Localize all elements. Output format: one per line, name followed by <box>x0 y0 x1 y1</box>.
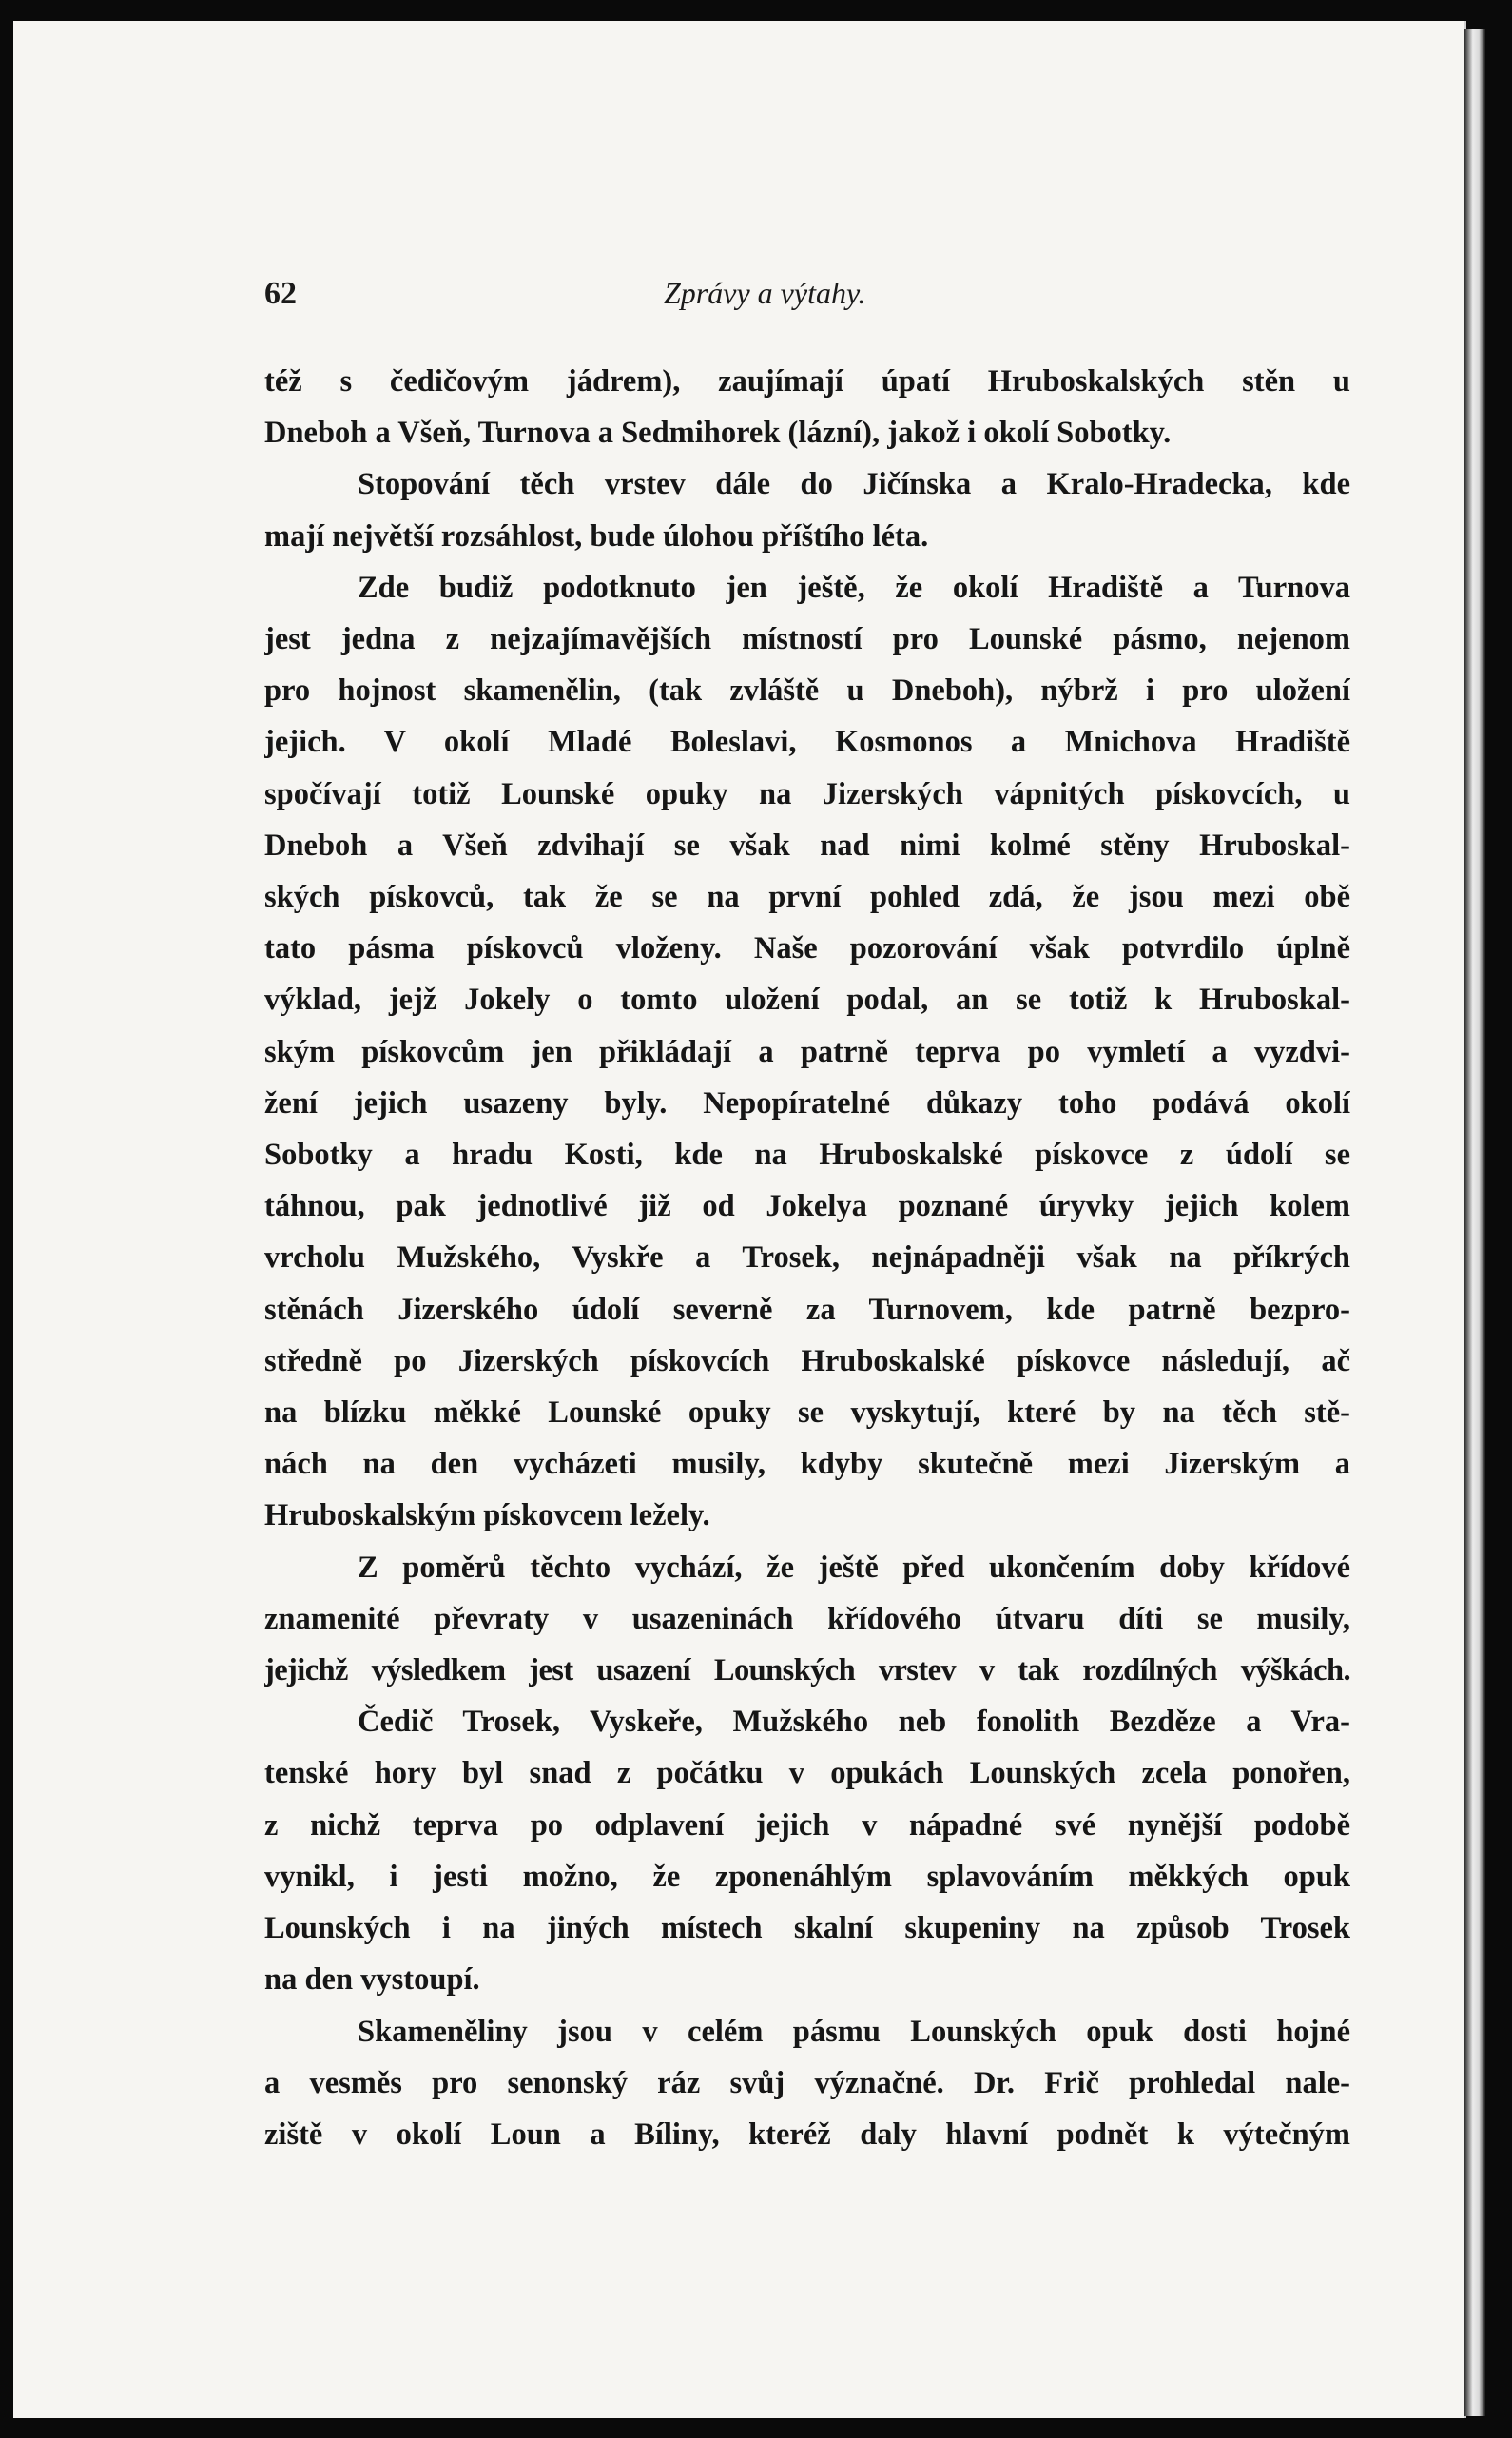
text-line: ziště v okolí Loun a Bíliny, kteréž daly hlavní podnět k výtečným <box>264 2116 1350 2152</box>
text-line: vynikl, i jesti možno, že zponenáhlým splavováním měkkých opuk <box>264 1859 1350 1894</box>
text-line: tato pásma pískovců vloženy. Naše pozorování však potvrdilo úplně <box>264 931 1350 966</box>
text-line: nách na den vycházeti musily, kdyby skutečně mezi Jizerským a <box>264 1447 1350 1482</box>
text-line: na den vystoupí. <box>264 1962 480 1998</box>
text-line: pro hojnost skamenělin, (tak zvláště u Dneboh), nýbrž i pro uložení <box>264 673 1350 709</box>
body-text <box>264 356 1350 2160</box>
page-number: 62 <box>264 276 297 311</box>
text-line: jest jedna z nejzajímavějších místností pro Lounské pásmo, nejenom <box>264 622 1350 657</box>
text-line: Z poměrů těchto vychází, že ještě před ukončením doby křídové <box>358 1550 1350 1585</box>
text-line: Hruboskalským pískovcem ležely. <box>264 1498 710 1533</box>
text-line: tenské hory byl snad z počátku v opukách Lounských zcela ponořen, <box>264 1756 1350 1791</box>
text-line: na blízku měkké Lounské opuky se vyskytují, které by na těch stě- <box>264 1395 1350 1431</box>
text-line: spočívají totiž Lounské opuky na Jizerských vápnitých pískovcích, u <box>264 776 1350 811</box>
text-line: stěnách Jizerského údolí severně za Turnovem, kde patrně bezpro- <box>264 1292 1350 1327</box>
text-line: Stopování těch vrstev dále do Jičínska a Kralo-Hradecka, kde <box>358 467 1350 502</box>
text-line: Zde budiž podotknuto jen ještě, že okolí Hradiště a Turnova <box>358 570 1350 605</box>
text-line: též s čedičovým jádrem), zaujímají úpatí Hruboskalských stěn u <box>264 364 1350 399</box>
text-line: a vesměs pro senonský ráz svůj význačné. Dr. Frič prohledal nale- <box>264 2065 1350 2100</box>
running-head: Zprávy a výtahy. <box>664 276 866 310</box>
paragraph <box>264 458 1350 561</box>
text-line: jejichž výsledkem jest usazení Lounských vrstev v tak rozdílných výškách. <box>264 1653 1350 1688</box>
text-line: Lounských i na jiných místech skalní skupeniny na způsob Trosek <box>264 1911 1350 1946</box>
text-line: jejich. V okolí Mladé Boleslavi, Kosmonos a Mnichova Hradiště <box>264 725 1350 760</box>
paragraph <box>264 1696 1350 2005</box>
text-line: Sobotky a hradu Kosti, kde na Hruboskalské pískovce z údolí se <box>264 1138 1350 1173</box>
text-line: Skameněliny jsou v celém pásmu Lounských opuk dosti hojné <box>358 2014 1350 2049</box>
text-line: ských pískovců, tak že se na první pohled zdá, že jsou mezi obě <box>264 880 1350 915</box>
text-line: výklad, jejž Jokely o tomto uložení podal, an se totiž k Hruboskal- <box>264 983 1350 1018</box>
page-edge <box>1464 29 1485 2416</box>
text-line: Dneboh a Všeň, Turnova a Sedmihorek (lázní), jakož i okolí Sobotky. <box>264 416 1172 451</box>
text-line: ským pískovcům jen přikládají a patrně teprva po vymletí a vyzdvi- <box>264 1034 1350 1069</box>
paragraph <box>264 1542 1350 1697</box>
paragraph <box>264 356 1350 458</box>
page-header <box>264 276 1358 333</box>
text-line: mají největší rozsáhlost, bude úlohou příštího léta. <box>264 518 929 554</box>
text-line: středně po Jizerských pískovcích Hruboskalské pískovce následují, ač <box>264 1343 1350 1378</box>
text-line: Dneboh a Všeň zdvihají se však nad nimi kolmé stěny Hruboskal- <box>264 828 1350 863</box>
paragraph <box>264 562 1350 1542</box>
text-line: z nichž teprva po odplavení jejich v nápadné své nynější podobě <box>264 1807 1350 1843</box>
paragraph <box>264 2006 1350 2161</box>
text-line: vrcholu Mužského, Vyskře a Trosek, nejnápadněji však na příkrých <box>264 1240 1350 1276</box>
text-line: Čedič Trosek, Vyskeře, Mužského neb fonolith Bezděze a Vra- <box>358 1705 1350 1740</box>
text-line: táhnou, pak jednotlivé již od Jokelya poznané úryvky jejich kolem <box>264 1189 1350 1224</box>
text-line: znamenité převraty v usazeninách křídového útvaru díti se musily, <box>264 1601 1350 1636</box>
text-line: žení jejich usazeny byly. Nepopíratelné důkazy toho podává okolí <box>264 1085 1350 1121</box>
